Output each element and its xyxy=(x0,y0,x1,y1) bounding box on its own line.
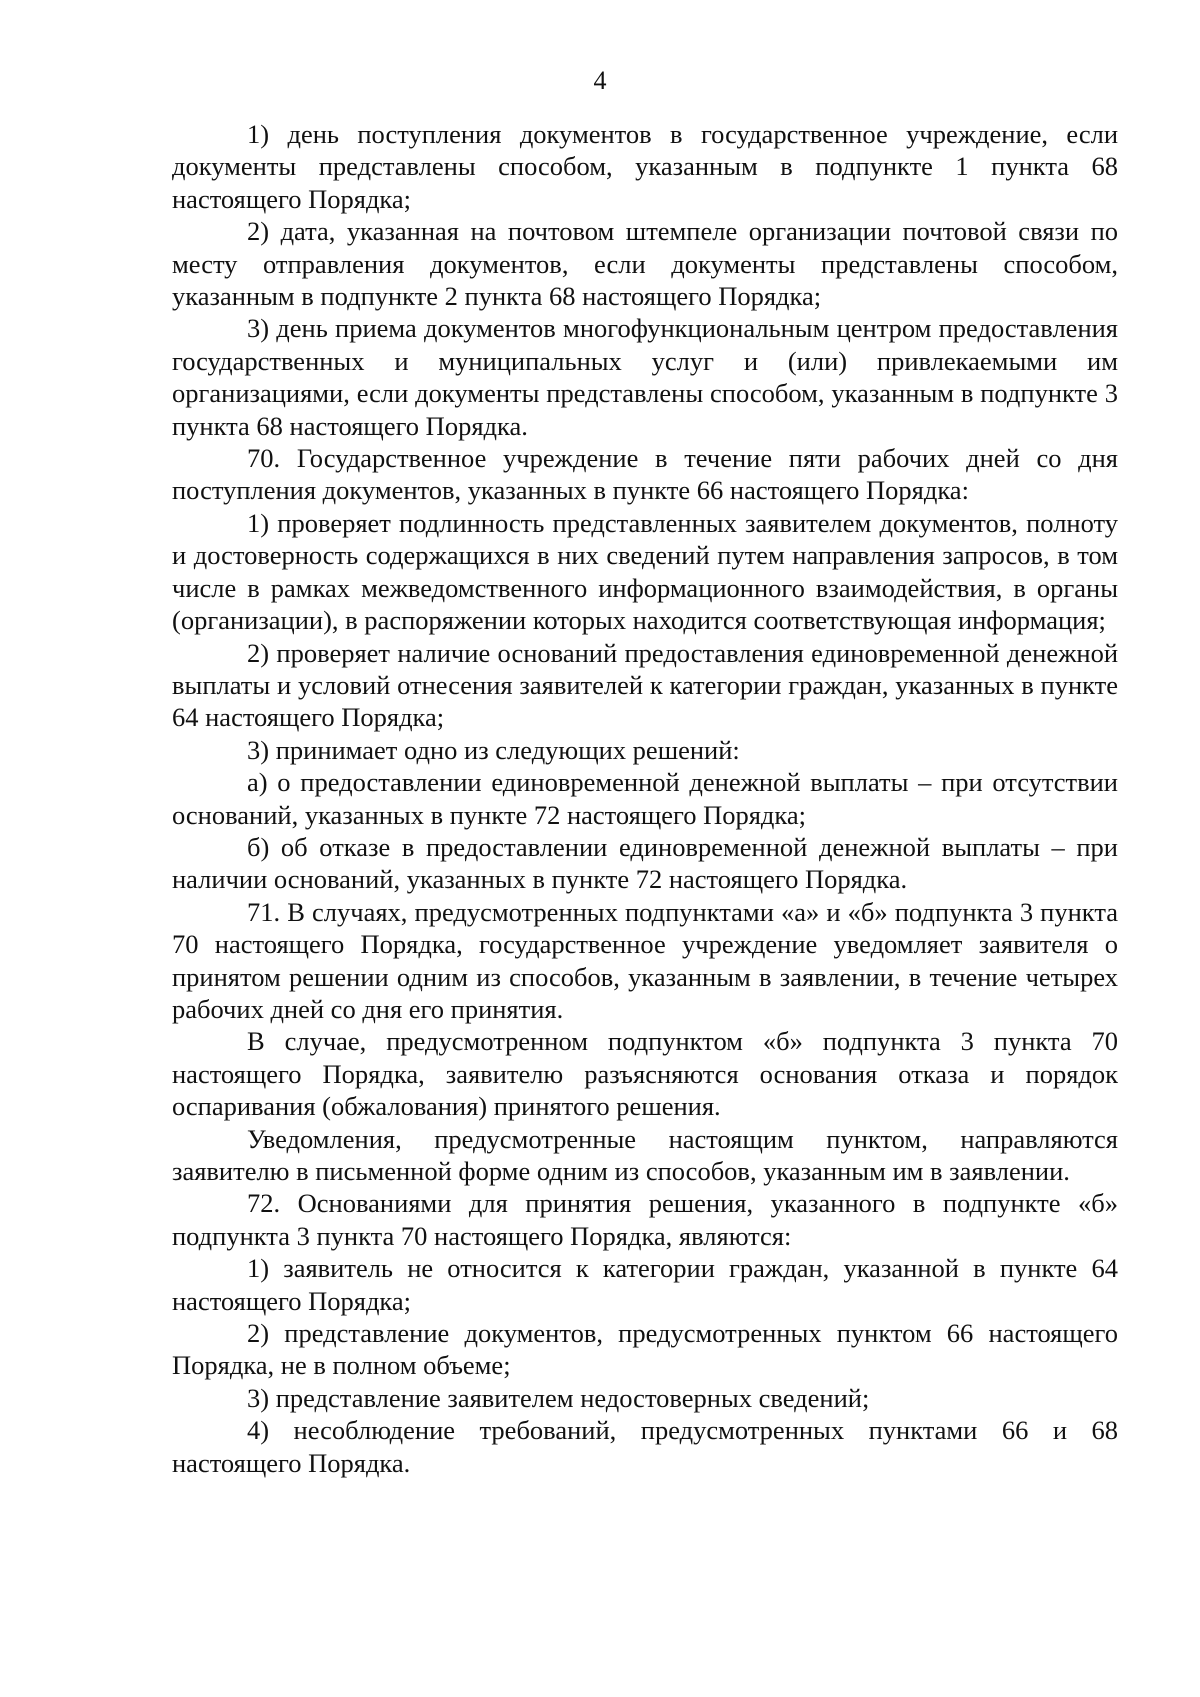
paragraph-item-70-sub-1: 1) проверяет подлинность представленных заявителем документов, полноту и достоверность содержащихся в них сведений путем направления запросов, в том числе в рамках межведомственного информационного взаимодействия, в органы (организации), в распоряжении которых находится соответствующая информация; xyxy=(172,507,1118,636)
paragraph-item-72-sub-2: 2) представление документов, предусмотренных пунктом 66 настоящего Порядка, не в полном объеме; xyxy=(172,1318,1118,1381)
paragraph-clause-1: 1) день поступления документов в государственное учреждение, если документы представлены способом, указанным в подпункте 1 пункта 68 настоящего Порядка; xyxy=(172,119,1118,214)
paragraph-item-70-sub-2: 2) проверяет наличие оснований предоставления единовременной денежной выплаты и условий отнесения заявителей к категории граждан, указанных в пункте 64 настоящего Порядка; xyxy=(172,637,1118,733)
paragraph-item-72: 72. Основаниями для принятия решения, указанного в подпункте «б» подпункта 3 пункта 70 настоящего Порядка, являются: xyxy=(172,1188,1118,1251)
paragraph-item-70-sub-3: 3) принимает одно из следующих решений: xyxy=(247,734,740,765)
paragraph-clause-3: 3) день приема документов многофункциональным центром предоставления государственных и муниципальных услуг и (или) привлекаемыми им организациями, если документы представлены способом, указанным в подпункте 3 пункта 68 настоящего Порядка. xyxy=(172,313,1118,441)
paragraph-item-71-notifications: Уведомления, предусмотренные настоящим пунктом, направляются заявителю в письменной форме одним из способов, указанным им в заявлении. xyxy=(172,1123,1118,1186)
paragraph-clause-2: 2) дата, указанная на почтовом штемпеле организации почтовой связи по месту отправления документов, если документы представлены способом, указанным в подпункте 2 пункта 68 настоящего Порядка; xyxy=(172,216,1118,312)
page-number: 4 xyxy=(593,66,607,95)
paragraph-item-70-sub-3b: б) об отказе в предоставлении единовременной денежной выплаты – при наличии оснований, указанных в пункте 72 настоящего Порядка. xyxy=(172,831,1118,895)
paragraph-item-71-refusal: В случае, предусмотренном подпунктом «б» подпункта 3 пункта 70 настоящего Порядка, заявителю разъясняются основания отказа и порядок оспаривания (обжалования) принятого решения. xyxy=(172,1026,1118,1122)
paragraph-item-72-sub-3: 3) представление заявителем недостоверных сведений; xyxy=(247,1382,870,1413)
document-body xyxy=(172,118,1118,1479)
paragraph-item-72-sub-4: 4) несоблюдение требований, предусмотренных пунктами 66 и 68 настоящего Порядка. xyxy=(172,1415,1118,1478)
paragraph-item-70-sub-3a: а) о предоставлении единовременной денежной выплаты – при отсутствии оснований, указанных в пункте 72 настоящего Порядка; xyxy=(172,767,1118,830)
paragraph-item-70: 70. Государственное учреждение в течение пяти рабочих дней со дня поступления документов, указанных в пункте 66 настоящего Порядка: xyxy=(172,443,1118,506)
paragraph-item-72-sub-1: 1) заявитель не относится к категории граждан, указанной в пункте 64 настоящего Порядка; xyxy=(172,1253,1118,1316)
paragraph-item-71: 71. В случаях, предусмотренных подпунктами «а» и «б» подпункта 3 пункта 70 настоящего Порядка, государственное учреждение уведомляет заявителя о принятом решении одним из способов, указанным в заявлении, в течение четырех рабочих дней со дня его принятия. xyxy=(172,896,1118,1024)
